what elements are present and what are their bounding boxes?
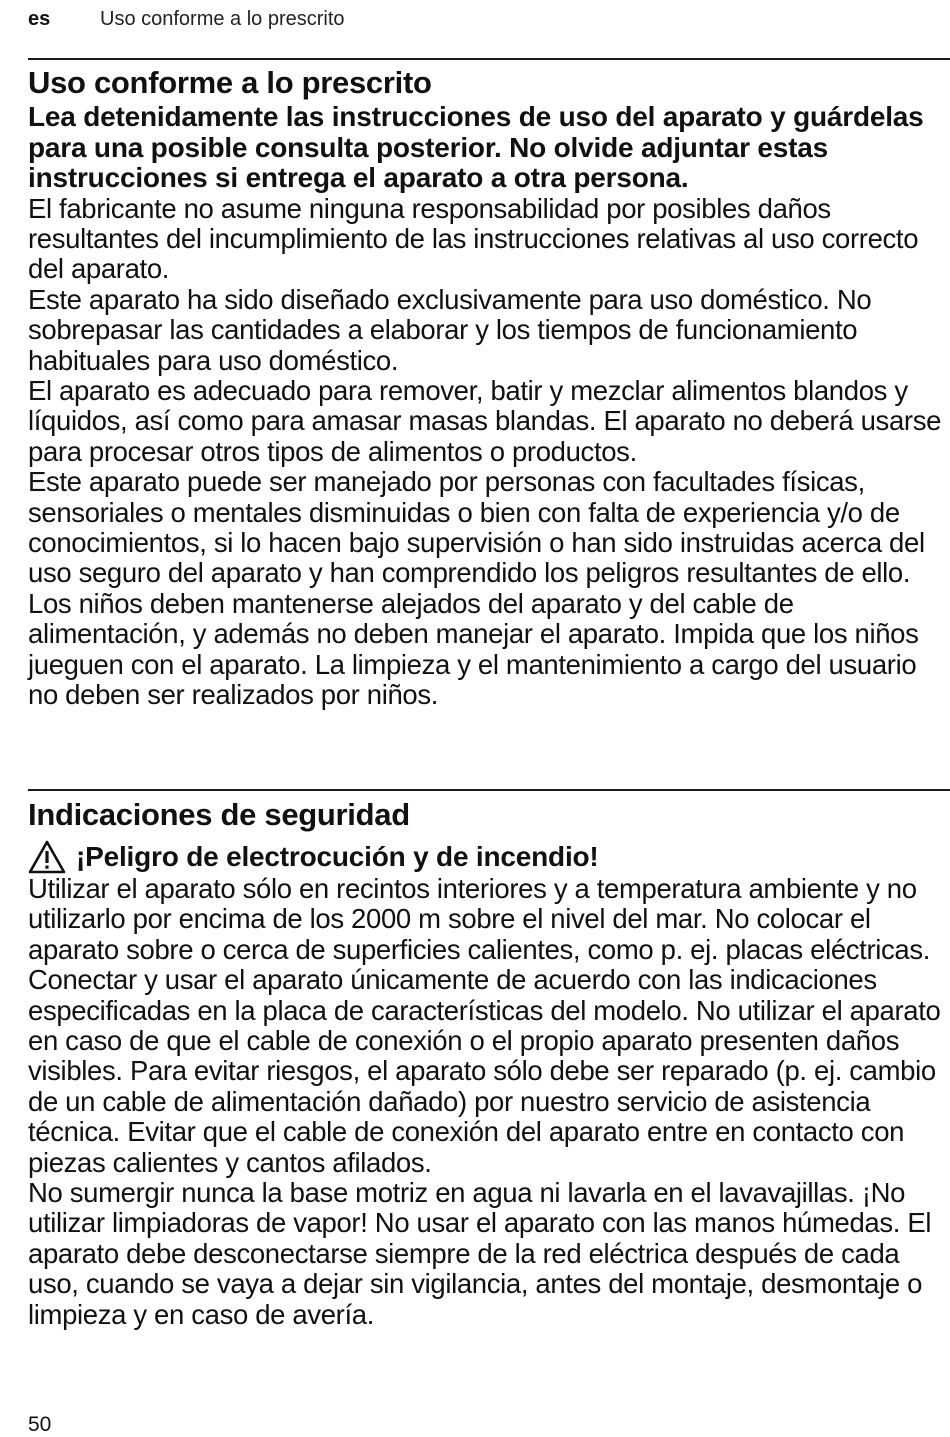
paragraph: Utilizar el aparato sólo en recintos interiores y a temperatura ambiente y no utilizarlo por encima de los 2000 m sobre el nivel del mar. No colocar el aparato sobre o cerca de superficies calientes, como p. ej. placas eléctricas. Conectar y usar el aparato únicamente de acuerdo con las indicaciones especificadas en la placa de características del modelo. No utilizar el aparato en caso de que el cable de conexión o el propio aparato presenten daños visibles. Para evitar riesgos, el aparato sólo debe ser reparado (p. ej. cambio de un cable de alimentación dañado) por nuestro servicio de asistencia técnica. Evitar que el cable de conexión del aparato entre en contacto con piezas calientes y cantos afilados.: [28, 873, 941, 1178]
section-divider: [28, 58, 950, 60]
section-safety: [28, 796, 946, 1330]
section-title: Indicaciones de seguridad: [28, 797, 410, 832]
paragraph: No sumergir nunca la base motriz en agua ni lavarla en el lavavajillas. ¡No utilizar limpiadoras de vapor! No usar el aparato con las manos húmedas. El aparato debe desconectarse siempre de la red eléctrica después de cada uso, cuando se vaya a dejar sin vigilancia, antes del montaje, desmontaje o limpieza y en caso de avería.: [28, 1177, 932, 1330]
warning-heading: [28, 840, 946, 874]
section-divider: [28, 789, 950, 791]
paragraph: Este aparato ha sido diseñado exclusivamente para uso doméstico. No sobrepasar las cantidades a elaborar y los tiempos de funcionamiento habituales para uso doméstico.: [28, 283, 872, 376]
page-header: [28, 8, 345, 32]
warning-text: ¡Peligro de electrocución y de incendio!: [76, 841, 599, 872]
paragraph: El aparato es adecuado para remover, batir y mezclar alimentos blandos y líquidos, así como para amasar masas blandas. El aparato no deberá usarse para procesar otros tipos de alimentos o productos.: [28, 374, 942, 467]
language-code: es: [28, 8, 51, 30]
paragraph: El fabricante no asume ninguna responsabilidad por posibles daños resultantes del incumplimiento de las instrucciones relativas al uso correcto del aparato.: [28, 192, 919, 285]
running-title: Uso conforme a lo prescrito: [100, 8, 345, 30]
lead-paragraph: Lea detenidamente las instrucciones de uso del aparato y guárdelas para una posible consulta posterior. No olvide adjuntar estas instrucciones si entrega el aparato a otra persona.: [28, 101, 924, 193]
paragraph: Este aparato puede ser manejado por personas con facultades físicas, sensoriales o mentales disminuidas o bien con falta de experiencia y/o de conocimientos, si lo hacen bajo supervisión o han sido instruidas acerca del uso seguro del aparato y han comprendido los peligros resultantes de ello. Los niños deben mantenerse alejados del aparato y del cable de alimentación, y además no deben manejar el aparato. Impida que los niños jueguen con el aparato. La limpieza y el mantenimiento a cargo del usuario no deben ser realizados por niños.: [28, 466, 925, 710]
section-intended-use: [28, 64, 946, 710]
page-number: 50: [28, 1413, 52, 1436]
section-title: Uso conforme a lo prescrito: [28, 65, 432, 100]
warning-triangle-icon: [28, 840, 66, 874]
